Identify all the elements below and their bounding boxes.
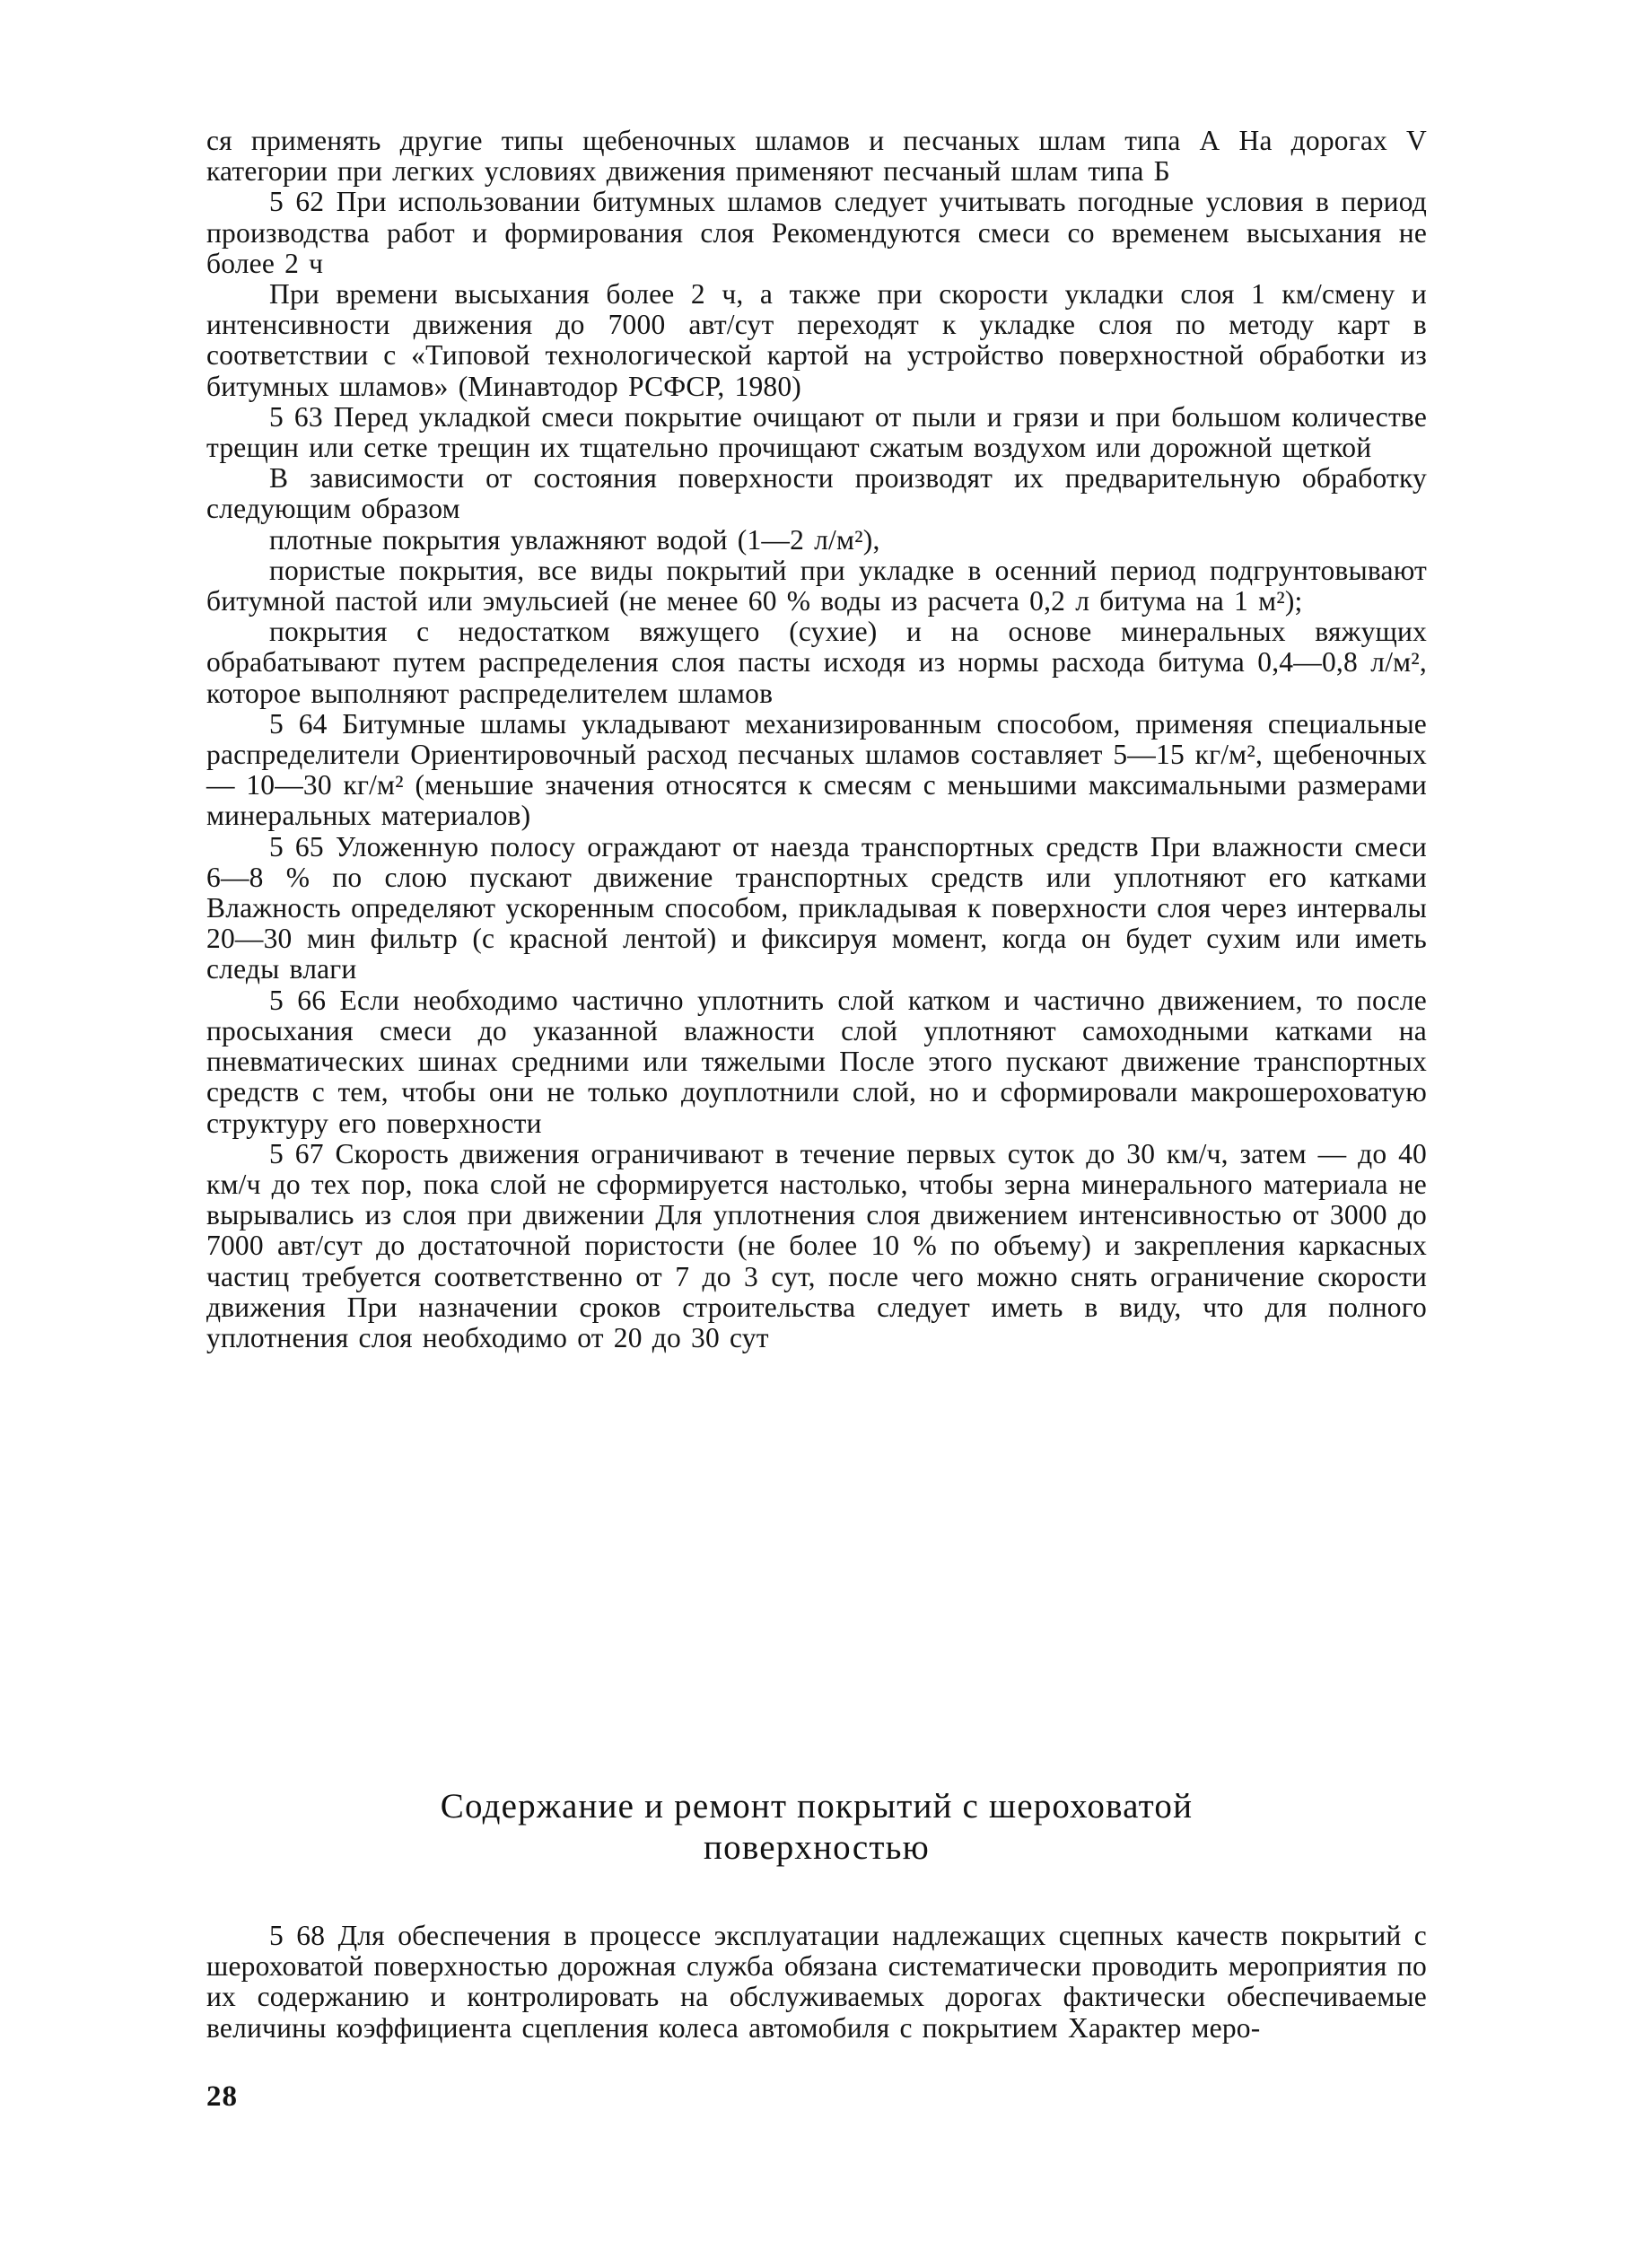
section-heading — [206, 1786, 1427, 1869]
page-number: 28 — [206, 2080, 238, 2113]
paragraph-continuation: ся применять другие типы щебеночных шламов и песчаных шлам типа А На дорогах V категории при легких условиях движения применяют песчаный шлам типа Б — [206, 125, 1427, 188]
section-body — [206, 1921, 1427, 2044]
paragraph-drying-time: При времени высыхания более 2 ч, а также при скорости укладки слоя 1 км/смену и интенсивности движения до 7000 авт/сут переходят к укладке слоя по методу карт в соответствии с «Типовой технологической картой на устройство поверхностной обработки из битумных шламов» (Минавтодор РСФСР, 1980) — [206, 278, 1427, 402]
paragraph-5-63: 5 63 Перед укладкой смеси покрытие очищают от пыли и грязи и при большом количестве трещин или сетке трещин их тщательно прочищают сжатым воздухом или дорожной щеткой — [206, 400, 1427, 464]
paragraph-5-65: 5 65 Уложенную полосу ограждают от наезда транспортных средств При влажности смеси 6—8 % по слою пускают движение транспортных средств или уплотняют его катками Влажность определяют ускоренным способом, прикладывая к поверхности слоя через интервалы 20—30 мин фильтр (с красной лентой) и фиксируя момент, когда он будет сухим или иметь следы влаги — [206, 830, 1427, 985]
paragraph-surface-condition: В зависимости от состояния поверхности производят их предварительную обработку следующим образом — [206, 462, 1427, 525]
paragraph-porous-coatings: пористые покрытия, все виды покрытий при укладке в осенний период подгрунтовывают битумной пастой или эмульсией (не менее 60 % воды из расчета 0,2 л битума на 1 м²); — [206, 554, 1427, 617]
paragraph-dense-coatings: плотные покрытия увлажняют водой (1—2 л/м²), — [269, 523, 880, 556]
paragraph-dry-coatings: покрытия с недостатком вяжущего (сухие) и на основе минеральных вяжущих обрабатывают путем распределения слоя пасты исходя из нормы расхода битума 0,4—0,8 л/м², которое выполняют распределителем шламов — [206, 616, 1427, 709]
body-text — [206, 126, 1427, 1353]
section-heading-line-1: Содержание и ремонт покрытий с шероховатой — [440, 1787, 1194, 1826]
paragraph-5-64: 5 64 Битумные шламы укладывают механизированным способом, применяя специальные распределители Ориентировочный расход песчаных шламов составляет 5—15 кг/м², щебеночных — 10—30 кг/м² (меньшие значения относятся к смесям с меньшими максимальными размерами минеральных материалов) — [206, 707, 1427, 832]
section-heading-line-2: поверхностью — [704, 1828, 930, 1867]
paragraph-5-67: 5 67 Скорость движения ограничивают в течение первых суток до 30 км/ч, затем — до 40 км/ч до тех пор, пока слой не сформируется настолько, чтобы зерна минерального материала не вырывались из слоя при движении Для уплотнения слоя движением интенсивностью от 3000 до 7000 авт/сут до достаточной пористости (не более 10 % по объему) и закрепления каркасных частиц требуется соответственно от 7 до 3 сут, после чего можно снять ограничение скорости движения При назначении сроков строительства следует иметь в виду, что для полного уплотнения слоя необходимо от 20 до 30 сут — [206, 1137, 1427, 1353]
paragraph-5-68: 5 68 Для обеспечения в процессе эксплуатации надлежащих сцепных качеств покрытий с шероховатой поверхностью дорожная служба обязана систематически проводить мероприятия по их содержанию и контролировать на обслуживаемых дорогах фактически обеспечиваемые величины коэффициента сцепления колеса автомобиля с покрытием Характер меро- — [206, 1920, 1427, 2044]
paragraph-5-62: 5 62 При использовании битумных шламов следует учитывать погодные условия в период производства работ и формирования слоя Рекомендуются смеси со временем высыхания не более 2 ч — [206, 186, 1427, 279]
paragraph-5-66: 5 66 Если необходимо частично уплотнить слой катком и частично движением, то после просыхания смеси до указанной влажности слой уплотняют самоходными катками на пневматических шинах средними или тяжелыми После этого пускают движение транспортных средств с тем, чтобы они не только доуплотнили слой, но и сформировали макрошероховатую структуру его поверхности — [206, 984, 1427, 1139]
document-page — [206, 125, 1427, 2113]
